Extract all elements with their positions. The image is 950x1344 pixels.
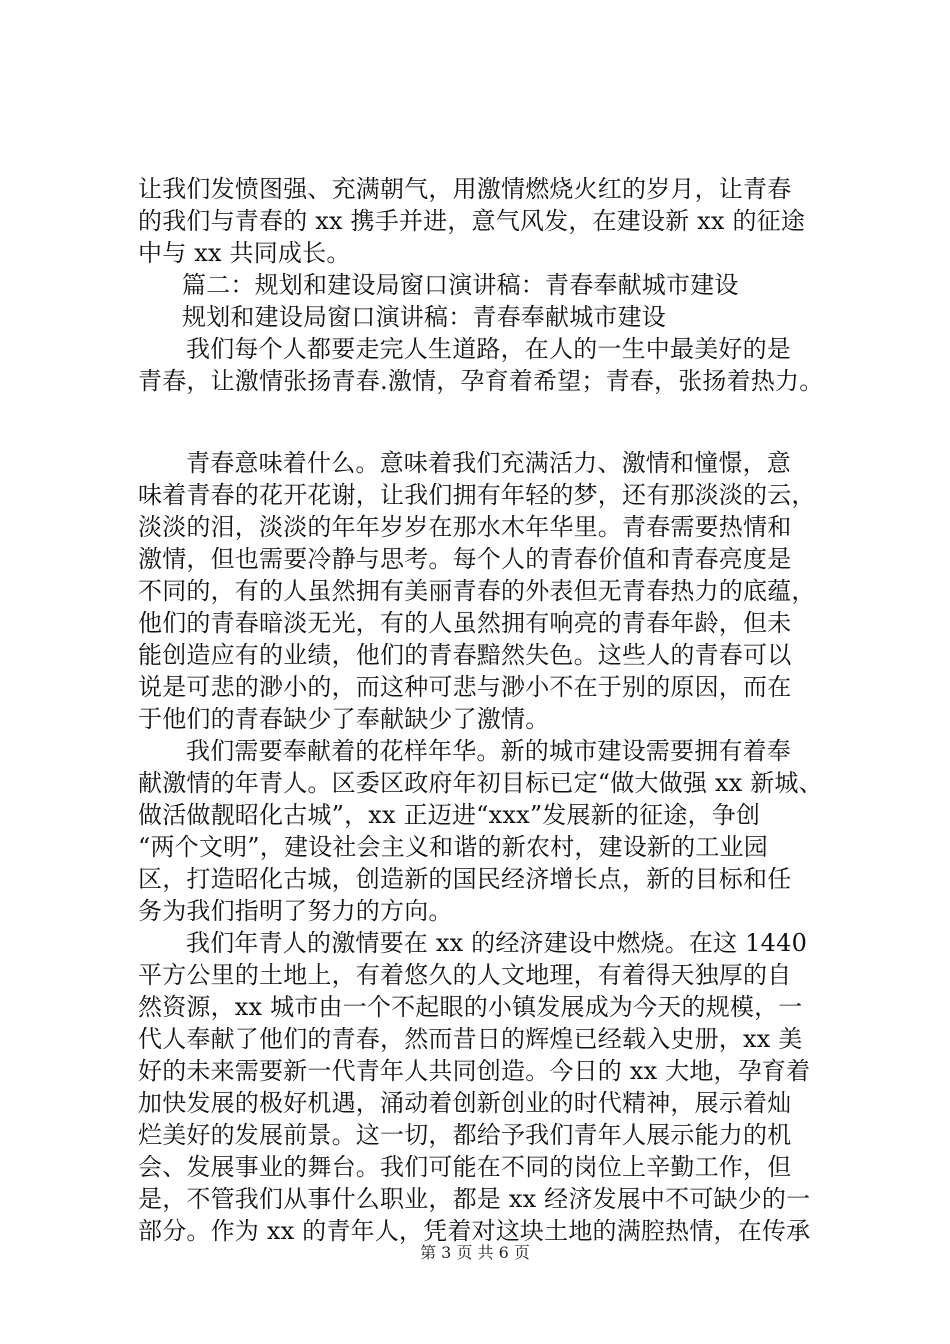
text-line: 代人奉献了他们的青春，然而昔日的辉煌已经载入史册，xx 美: [138, 1025, 803, 1053]
text-line: 部分。作为 xx 的青年人，凭着对这块土地的满腔热情，在传承: [138, 1217, 811, 1245]
document-body: [138, 173, 828, 1247]
text-line: 青春意味着什么。意味着我们充满活力、激情和憧憬，意: [186, 449, 791, 477]
text-line: 献激情的年青人。区委区政府年初目标已定“做大做强 xx 新城、: [138, 769, 823, 797]
text-line: 加快发展的极好机遇，涌动着创新创业的时代精神，展示着灿: [138, 1089, 792, 1117]
text-line: 我们需要奉献着的花样年华。新的城市建设需要拥有着奉: [186, 737, 791, 765]
text-line: 的我们与青春的 xx 携手并进，意气风发，在建设新 xx 的征途: [138, 207, 806, 235]
text-line: 平方公里的土地上，有着悠久的人文地理，有着得天独厚的自: [138, 961, 792, 989]
text-line: 烂美好的发展前景。这一切，都给予我们青年人展示能力的机: [138, 1121, 792, 1149]
speech-title: 规划和建设局窗口演讲稿：青春奉献城市建设: [182, 303, 666, 331]
text-line: 味着青春的花开花谢，让我们拥有年轻的梦，还有那淡淡的云，: [138, 481, 816, 509]
text-line: 是，不管我们从事什么职业，都是 xx 经济发展中不可缺少的一: [138, 1185, 811, 1213]
text-line: 淡淡的泪，淡淡的年年岁岁在那水木年华里。青春需要热情和: [138, 513, 792, 541]
text-line: 他们的青春暗淡无光，有的人虽然拥有响亮的青春年龄，但未: [138, 609, 792, 637]
text-line: 不同的，有的人虽然拥有美丽青春的外表但无青春热力的底蕴，: [138, 577, 816, 605]
page-number-footer: 第 3 页 共 6 页: [420, 1243, 530, 1262]
text-line: 让我们发愤图强、充满朝气，用激情燃烧火红的岁月，让青春: [138, 175, 792, 203]
text-line: 中与 xx 共同成长。: [138, 239, 351, 267]
text-line: 会、发展事业的舞台。我们可能在不同的岗位上辛勤工作，但: [138, 1153, 792, 1181]
text-line: 我们每个人都要走完人生道路，在人的一生中最美好的是: [186, 335, 791, 363]
text-line: 做活做靓昭化古城”，xx 正迈进“xxx”发展新的征途，争创: [138, 801, 761, 829]
text-line: 于他们的青春缺少了奉献缺少了激情。: [138, 705, 550, 733]
text-line: 说是可悲的渺小的，而这种可悲与渺小不在于别的原因，而在: [138, 673, 792, 701]
text-line: 好的未来需要新一代青年人共同创造。今日的 xx 大地，孕育着: [138, 1057, 811, 1085]
text-line: 然资源，xx 城市由一个不起眼的小镇发展成为今天的规模，一: [138, 993, 803, 1021]
text-line: “两个文明”，建设社会主义和谐的新农村，建设新的工业园: [138, 833, 768, 861]
text-line: 务为我们指明了努力的方向。: [138, 897, 453, 925]
section-heading: 篇二：规划和建设局窗口演讲稿：青春奉献城市建设: [182, 271, 739, 299]
text-line: 我们年青人的激情要在 xx 的经济建设中燃烧。在这 1440: [186, 929, 808, 957]
text-line: 青春，让激情张扬青春.激情，孕育着希望；青春，张扬着热力。: [138, 367, 824, 395]
text-line: 能创造应有的业绩，他们的青春黯然失色。这些人的青春可以: [138, 641, 792, 669]
paragraph-gap: [138, 397, 828, 447]
text-line: 区，打造昭化古城，创造新的国民经济增长点，新的目标和任: [138, 865, 792, 893]
text-line: 激情，但也需要冷静与思考。每个人的青春价值和青春亮度是: [138, 545, 792, 573]
